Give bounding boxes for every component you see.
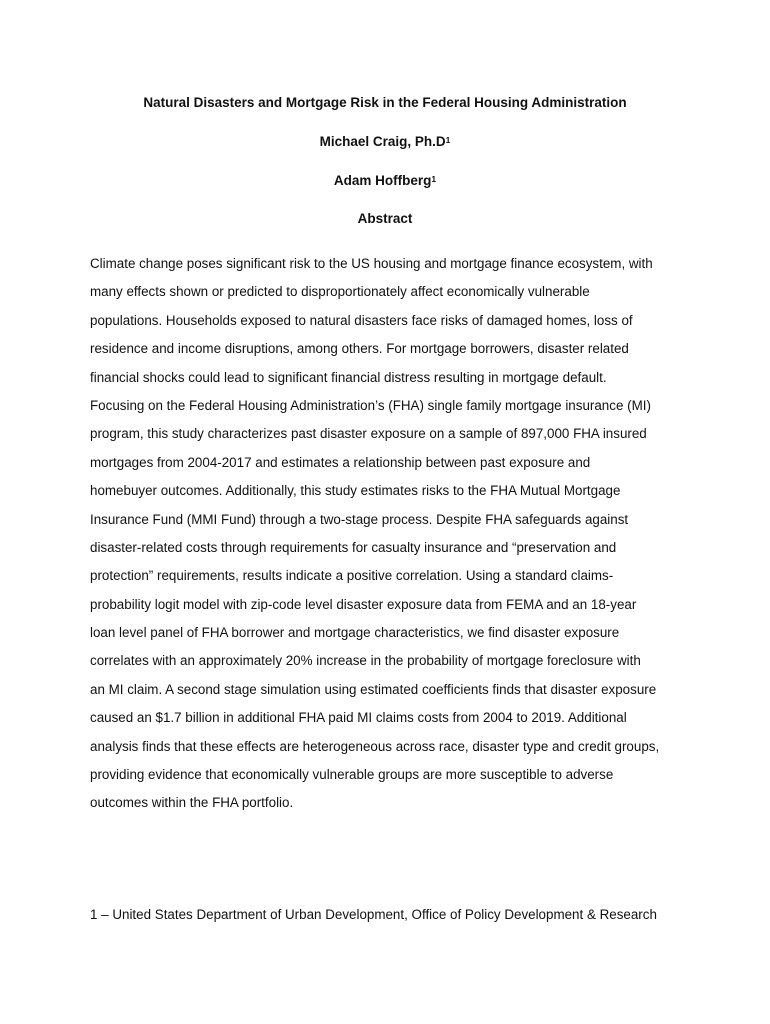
abstract-line: many effects shown or predicted to disproportionately affect economically vulnerable [90, 284, 590, 300]
abstract-line: probability logit model with zip-code level disaster exposure data from FEMA and an 18-year [90, 596, 637, 612]
author-name: Michael Craig, Ph.D [319, 134, 446, 149]
abstract-line: program, this study characterizes past disaster exposure on a sample of 897,000 FHA insured [90, 426, 647, 442]
abstract-body [90, 250, 690, 818]
author-line [0, 133, 770, 151]
author-line [0, 172, 770, 190]
abstract-line: Insurance Fund (MMI Fund) through a two-stage process. Despite FHA safeguards against [90, 511, 629, 527]
abstract-line: correlates with an approximately 20% increase in the probability of mortgage foreclosure with [90, 653, 641, 669]
abstract-line: Climate change poses significant risk to the US housing and mortgage finance ecosystem, with [90, 256, 653, 271]
abstract-heading: Abstract [357, 211, 413, 226]
author-name: Adam Hoffberg [333, 173, 432, 188]
affiliation-superscript: 1 [445, 135, 451, 145]
abstract-line: loan level panel of FHA borrower and mortgage characteristics, we find disaster exposure [90, 625, 620, 641]
abstract-line: disaster-related costs through requirements for casualty insurance and “preservation and [90, 539, 617, 555]
abstract-line: mortgages from 2004-2017 and estimates a relationship between past exposure and [90, 454, 591, 470]
abstract-line: populations. Households exposed to natural disasters face risks of damaged homes, loss of [90, 312, 633, 328]
abstract-line: financial shocks could lead to significant financial distress resulting in mortgage default. [90, 369, 607, 385]
abstract-line: analysis finds that these effects are heterogeneous across race, disaster type and credit groups, [90, 738, 660, 754]
abstract-line: homebuyer outcomes. Additionally, this study estimates risks to the FHA Mutual Mortgage [90, 483, 621, 499]
affiliation-superscript: 1 [431, 174, 437, 184]
affiliation-footnote: 1 – United States Department of Urban Development, Office of Policy Development & Research [90, 907, 657, 922]
abstract-line: caused an $1.7 billion in additional FHA paid MI claims costs from 2004 to 2019. Additional [90, 710, 627, 726]
abstract-line: an MI claim. A second stage simulation using estimated coefficients finds that disaster exposure [90, 681, 657, 697]
abstract-line: Focusing on the Federal Housing Administration’s (FHA) single family mortgage insurance (MI) [90, 397, 651, 413]
abstract-line: providing evidence that economically vulnerable groups are more susceptible to adverse [90, 767, 614, 783]
paper-title: Natural Disasters and Mortgage Risk in the Federal Housing Administration [143, 95, 627, 110]
abstract-line: protection” requirements, results indicate a positive correlation. Using a standard claims- [90, 568, 614, 584]
abstract-line: outcomes within the FHA portfolio. [90, 795, 294, 811]
abstract-line: residence and income disruptions, among others. For mortgage borrowers, disaster related [90, 341, 629, 357]
